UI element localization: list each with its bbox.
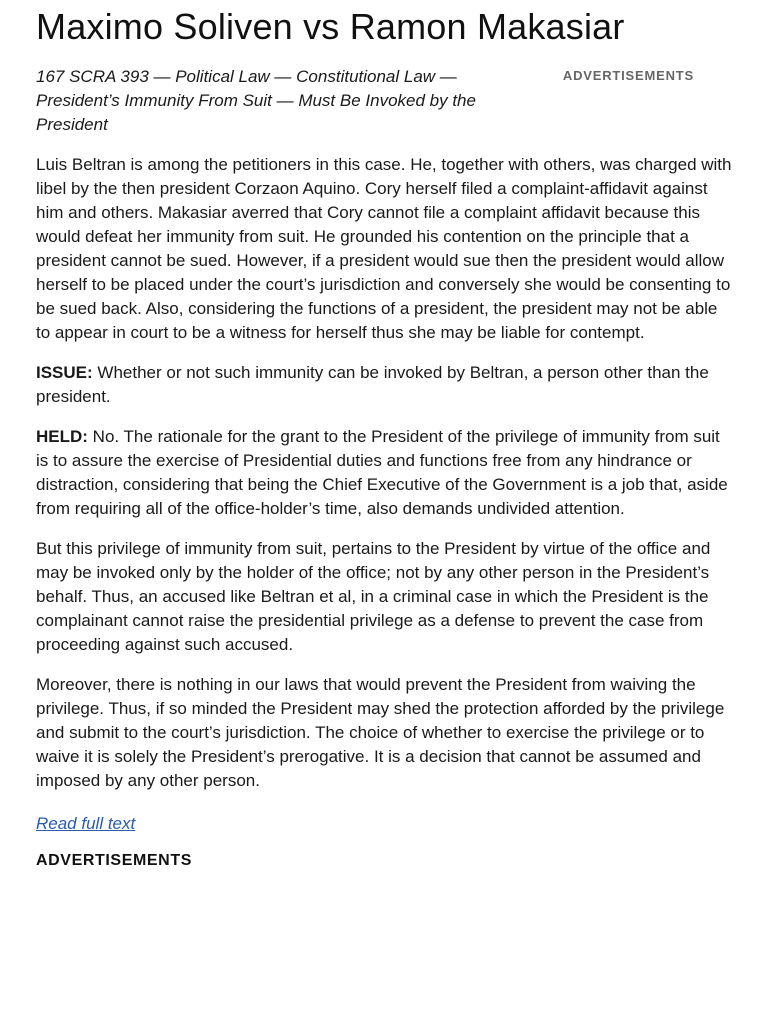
advertisements-label-bottom: ADVERTISEMENTS [36,852,192,869]
advertisements-label-top: ADVERTISEMENTS [562,68,694,83]
read-full-text-link[interactable]: Read full text [36,814,136,833]
held-label: HELD: [36,427,88,446]
facts-paragraph: Luis Beltran is among the petitioners in this case. He, together with others, was charged with libel by the then president Corzaon Aquino. Cory herself filed a complaint-affidavit against him and others. Makasiar averred that Cory cannot file a complaint affidavit because this would defeat her immunity from suit. He grounded his contention on the principle that a president cannot be sued. However, if a president would sue then the president would allow herself to be placed under the court’s jurisdiction and conversely she would be consenting to be sued back. Also, considering the functions of a president, the president may not be able to appear in court to be a witness for herself thus she may be liable for contempt. [36,155,732,342]
issue-paragraph [36,361,732,409]
privilege-paragraph: But this privilege of immunity from suit, pertains to the President by virtue of the office and may be invoked only by the holder of the office; not by any other person in the President’s behalf. Thus, an accused like Beltran et al, in a criminal case in which the President is the complainant cannot raise the presidential privilege as a defense to prevent the case from proceeding against such accused. [36,539,711,654]
issue-text: Whether or not such immunity can be invoked by Beltran, a person other than the president. [36,363,709,406]
issue-label: ISSUE: [36,363,93,382]
waiver-paragraph: Moreover, there is nothing in our laws that would prevent the President from waiving the privilege. Thus, if so minded the President may shed the protection afforded by the privilege and submit to the court’s jurisdiction. The choice of whether to exercise the privilege or to waive it is solely the President’s prerogative. It is a decision that cannot be assumed and imposed by any other person. [36,675,725,790]
held-paragraph [36,425,732,521]
subtitle-row [36,65,732,137]
held-text: No. The rationale for the grant to the President of the privilege of immunity from suit is to assure the exercise of Presidential duties and functions free from any hindrance or distraction, considering that being the Chief Executive of the Government is a job that, aside from requiring all of the office-holder’s time, also demands undivided attention. [36,427,728,518]
case-subtitle: 167 SCRA 393 — Political Law — Constitutional Law — President’s Immunity From Suit — Must Be Invoked by the President [36,67,476,134]
page-title: Maximo Soliven vs Ramon Makasiar [36,6,625,47]
